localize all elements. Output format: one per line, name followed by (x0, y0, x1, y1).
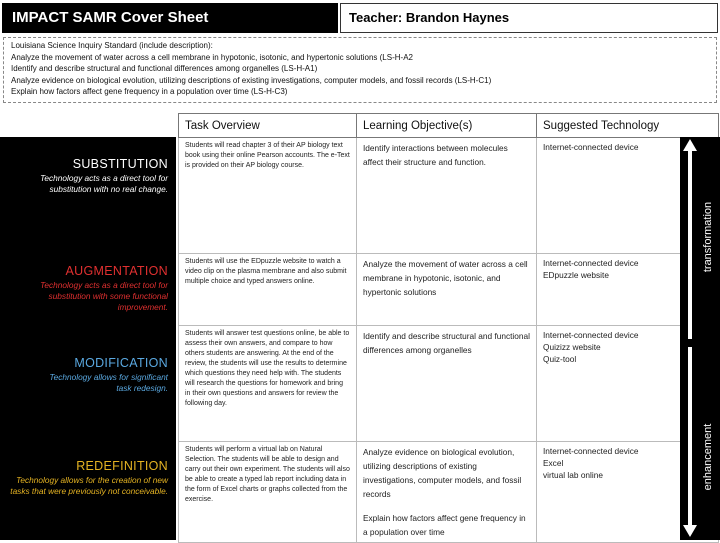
table-row (179, 326, 719, 442)
level-description: Technology allows for the creation of new tasks that were previously not conceivable. (10, 475, 168, 496)
standard-line: Analyze evidence on biological evolution, utilizing descriptions of existing investigations, computer models, and fossil records (LS-H-C1) (11, 75, 492, 85)
level-title: MODIFICATION (74, 356, 168, 370)
level-augmentation (18, 264, 168, 313)
page-title: IMPACT SAMR Cover Sheet (2, 3, 338, 33)
down-arrow-icon (683, 347, 697, 537)
transformation-text: transformation (702, 201, 714, 273)
up-arrow-icon (683, 139, 697, 339)
level-title: SUBSTITUTION (72, 157, 168, 171)
column-header-technology: Suggested Technology (537, 114, 719, 138)
task-cell: Students will use the EDpuzzle website to watch a video clip on the plasma membrane and also submit multiple choice and typed answers online. (179, 254, 357, 326)
level-redefinition (10, 459, 168, 497)
table-row (179, 138, 719, 254)
standard-line: Identify and describe structural and functional differences among organelles (LS-H-A1) (11, 64, 318, 74)
standards-box (3, 37, 717, 103)
level-description: Technology allows for significant task redesign. (49, 372, 168, 393)
enhancement-text: enhancement (702, 423, 714, 491)
level-title: AUGMENTATION (65, 264, 168, 278)
samr-levels-panel (0, 137, 176, 540)
transformation-label (698, 167, 718, 307)
column-header-objective: Learning Objective(s) (357, 114, 537, 138)
objective-extra: Explain how factors affect gene frequency in a population over time (363, 513, 526, 537)
standards-heading: Louisiana Science Inquiry Standard (include description): (11, 41, 213, 50)
technology-item: Internet-connected device (543, 330, 639, 340)
objective-cell: Analyze the movement of water across a cell membrane in hypotonic, isotonic, and hypertonic solutions (357, 254, 537, 326)
teacher-name: Teacher: Brandon Haynes (340, 3, 718, 33)
task-cell: Students will read chapter 3 of their AP biology text book using their online Pearson accounts. The e-Text is provided on their AP biology course. (179, 138, 357, 254)
samr-table (178, 113, 719, 543)
task-cell: Students will answer test questions online, be able to assess their own answers, and compare to how others students are answering. At the end of the review, the students will use the results to determine which questions they need help with. The students will research the questions for homework and bring in their own questions and answers for review the following day. (179, 326, 357, 442)
technology-item: EDpuzzle website (543, 270, 609, 280)
standard-line: Explain how factors affect gene frequency in a population over time (LS-H-C3) (11, 87, 288, 97)
technology-item: Quiz-tool (543, 354, 577, 364)
technology-item: Internet-connected device (543, 258, 639, 268)
technology-item: Excel (543, 458, 564, 468)
level-substitution (0, 157, 168, 195)
task-cell: Students will perform a virtual lab on Natural Selection. The students will be able to design and carry out their own experiment. The students will also be able to create a typed lab report including data in the form of Excel charts or graphs collected from the exercise. (179, 442, 357, 543)
enhancement-label (698, 387, 718, 527)
technology-item: Internet-connected device (543, 142, 639, 152)
technology-item: virtual lab online (543, 470, 603, 480)
objective-cell (357, 442, 537, 543)
level-description: Technology acts as a direct tool for substitution with some functional improvement. (40, 280, 168, 312)
standard-line: Analyze the movement of water across a cell membrane in hypotonic, isotonic, and hypertonic solutions (LS-H-A2 (11, 52, 413, 62)
table-row (179, 442, 719, 543)
technology-item: Quizizz website (543, 342, 601, 352)
objective-cell: Identify interactions between molecules affect their structure and function. (357, 138, 537, 254)
enhancement-transformation-panel (680, 137, 720, 540)
level-modification (38, 356, 168, 394)
level-title: REDEFINITION (76, 459, 168, 473)
objective-text: Analyze evidence on biological evolution, utilizing descriptions of existing investigations, computer models, and fossil records (363, 447, 522, 499)
objective-cell: Identify and describe structural and functional differences among organelles (357, 326, 537, 442)
level-description: Technology acts as a direct tool for substitution with no real change. (40, 173, 168, 194)
technology-item: Internet-connected device (543, 446, 639, 456)
table-row (179, 254, 719, 326)
column-header-task: Task Overview (179, 114, 357, 138)
